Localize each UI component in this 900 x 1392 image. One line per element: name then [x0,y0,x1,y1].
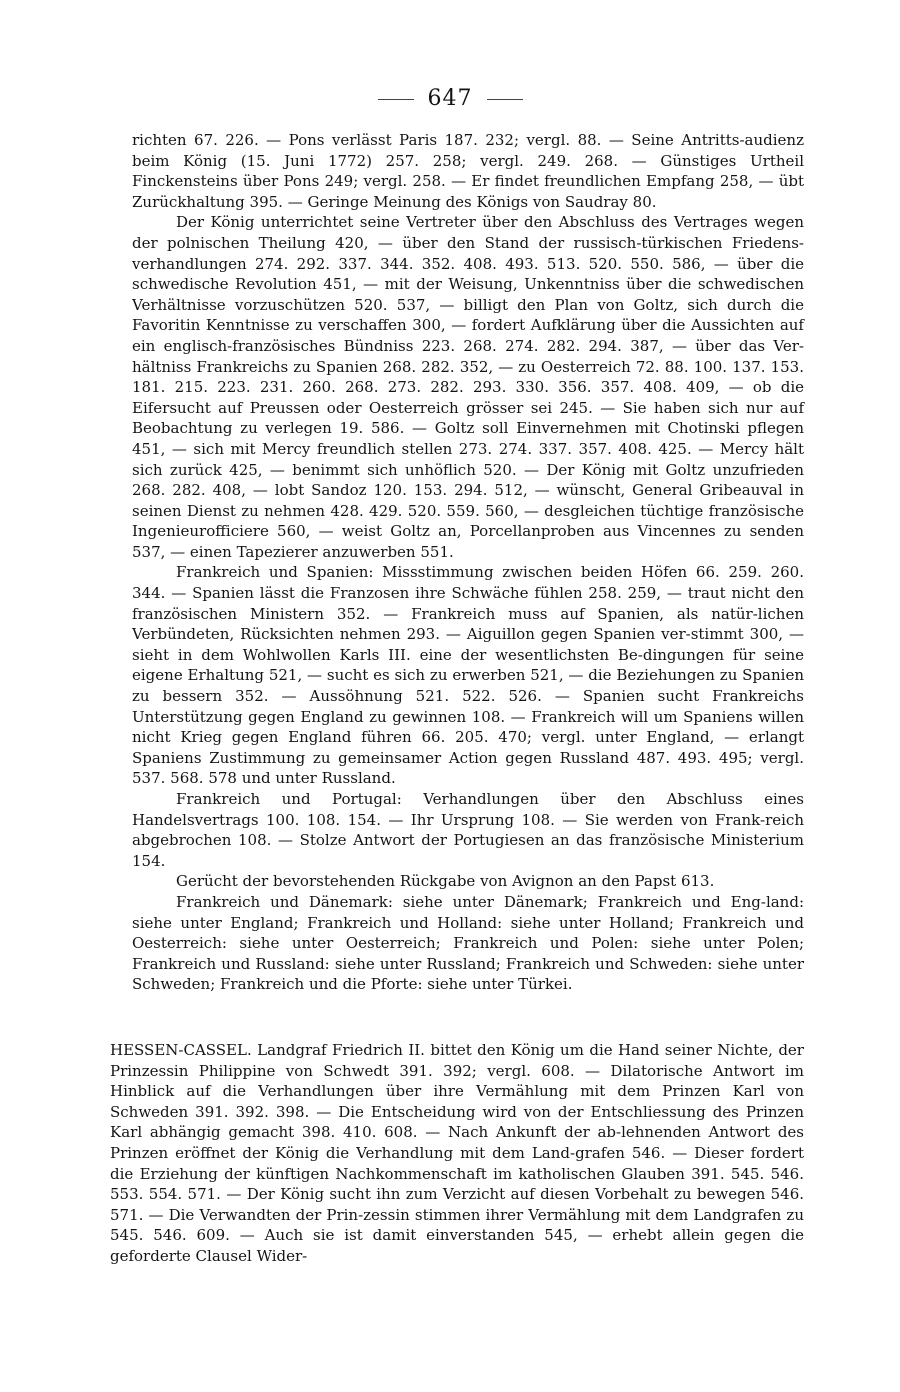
paragraph-frankreich-portugal: Frankreich und Portugal: Verhandlungen über den Abschluss eines Handelsvertrags 100. 108. 154. — Ihr Ursprung 108. — Sie werden von Frank-reich abgebrochen 108. — Stolze Antwort der Portugiesen an das französische Ministerium 154. [132,790,804,870]
header-dash-left [378,99,414,100]
hessen-cassel-entry [110,1040,804,1267]
index-entries [132,130,804,995]
hessen-heading: HESSEN-CASSEL. [110,1041,252,1059]
page-number: 647 [427,86,473,111]
paragraph-cross-references: Frankreich und Dänemark: siehe unter Dänemark; Frankreich und Eng-land: siehe unter England; Frankreich und Holland: siehe unter Holland; Frankreich und Oesterreich: siehe unter Oesterreich; Frankreich und Polen: siehe unter Polen; Frankreich und Russland: siehe unter Russland; Frankreich und Schweden: siehe unter Schweden; Frankreich und die Pforte: siehe unter Türkei. [132,892,804,994]
paragraph-pons: richten 67. 226. — Pons verlässt Paris 187. 232; vergl. 88. — Seine Antritts-audienz beim König (15. Juni 1772) 257. 258; vergl. 249. 268. — Günstiges Urtheil Finckensteins über Pons 249; vergl. 258. — Er findet freundlichen Empfang 258, — übt Zurückhaltung 395. — Geringe Meinung des Königs von Saudray 80. [132,131,804,211]
hessen-text: Landgraf Friedrich II. bittet den König um die Hand seiner Nichte, der Prinzessin Philippine von Schwedt 391. 392; vergl. 608. — Dilatorische Antwort im Hinblick auf die Verhandlungen über ihre Vermählung mit dem Prinzen Karl von Schweden 391. 392. 398. — Die Entscheidung wird von der Entschliessung des Prinzen Karl abhängig gemacht 398. 410. 608. — Nach Ankunft der ab-lehnenden Antwort des Prinzen eröffnet der König die Verhandlung mit dem Land-grafen 546. — Dieser fordert die Erziehung der künftigen Nachkommenschaft im katholischen Glauben 391. 545. 546. 553. 554. 571. — Der König sucht ihn zum Verzicht auf diesen Vorbehalt zu bewegen 546. 571. — Die Verwandten der Prin-zessin stimmen ihrer Vermählung mit dem Landgrafen zu 545. 546. 609. — Auch sie ist damit einverstanden 545, — erhebt allein gegen die geforderte Clausel Wider- [110,1041,804,1265]
hessen-paragraph [110,1040,804,1267]
header-dash-right [487,99,523,100]
paragraph-frankreich-spanien: Frankreich und Spanien: Missstimmung zwischen beiden Höfen 66. 259. 260. 344. — Spanien lässt die Franzosen ihre Schwäche fühlen 258. 259, — traut nicht den französischen Ministern 352. — Frankreich muss auf Spanien, als natür-lichen Verbündeten, Rücksichten nehmen 293. — Aiguillon gegen Spanien ver-stimmt 300, — sieht in dem Wohlwollen Karls III. eine der wesentlichsten Be-dingungen für seine eigene Erhaltung 521, — sucht es sich zu erwerben 521, — die Beziehungen zu Spanien zu bessern 352. — Aussöhnung 521. 522. 526. — Spanien sucht Frankreichs Unterstützung gegen England zu gewinnen 108. — Frankreich will um Spaniens willen nicht Krieg gegen England führen 66. 205. 470; vergl. unter England, — erlangt Spaniens Zustimmung zu gemeinsamer Action gegen Russland 487. 493. 495; vergl. 537. 568. 578 und unter Russland. [132,563,804,788]
paragraph-koenig-vertreter: Der König unterrichtet seine Vertreter über den Abschluss des Vertrages wegen der polnischen Theilung 420, — über den Stand der russisch-türkischen Friedens-verhandlungen 274. 292. 337. 344. 352. 408. 493. 513. 520. 550. 586, — über die schwedische Revolution 451, — mit der Weisung, Unkenntniss über die schwedischen Verhältnisse vorzuschützen 520. 537, — billigt den Plan von Goltz, sich durch die Favoritin Kenntnisse zu verschaffen 300, — fordert Aufklärung über die Aussichten auf ein englisch-französisches Bündniss 223. 268. 274. 282. 294. 387, — über das Ver-hältniss Frankreichs zu Spanien 268. 282. 352, — zu Oesterreich 72. 88. 100. 137. 153. 181. 215. 223. 231. 260. 268. 273. 282. 293. 330. 356. 357. 408. 409, — ob die Eifersucht auf Preussen oder Oesterreich grösser sei 245. — Sie haben sich nur auf Beobachtung zu verlegen 19. 586. — Goltz soll Einvernehmen mit Chotinski pflegen 451, — sich mit Mercy freundlich stellen 273. 274. 337. 357. 408. 425. — Mercy hält sich zurück 425, — benimmt sich unhöflich 520. — Der König mit Goltz unzufrieden 268. 282. 408, — lobt Sandoz 120. 153. 294. 512, — wünscht, General Gribeauval in seinen Dienst zu nehmen 428. 429. 520. 559. 560, — desgleichen tüchtige französische Ingenieurofficiere 560, — weist Goltz an, Porcellanproben aus Vincennes zu senden 537, — einen Tapezierer anzuwerben 551. [132,213,804,561]
paragraph-avignon: Gerücht der bevorstehenden Rückgabe von Avignon an den Papst 613. [176,872,715,891]
page-header [0,86,900,112]
